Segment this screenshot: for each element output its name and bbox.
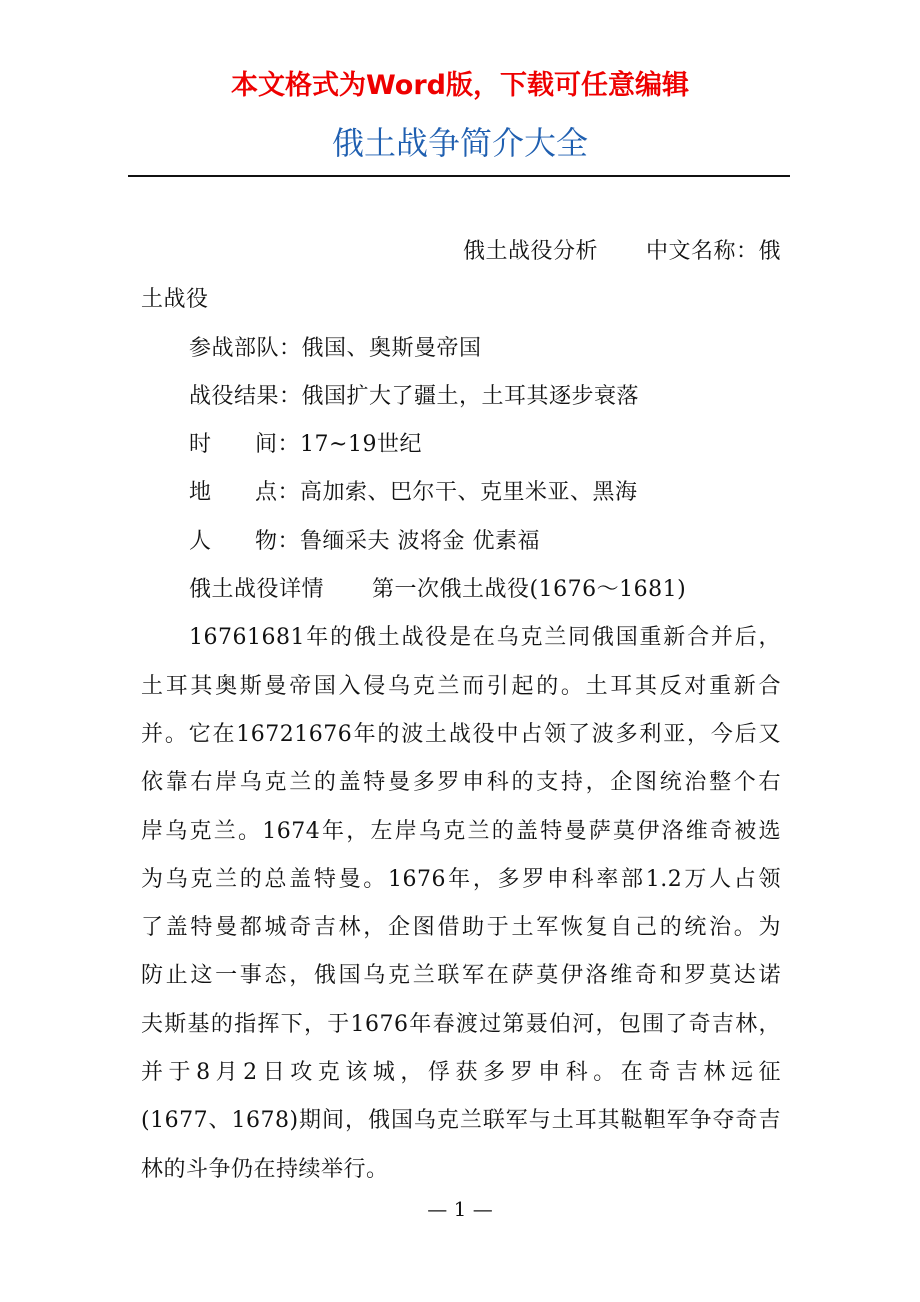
chinese-name-label: 中文名称： [645,239,759,264]
paragraph-line: 岸乌克兰。1674年，左岸乌克兰的盖特曼萨莫伊洛维奇被选 [141,818,781,844]
details-heading: 俄土战役详情 [189,577,325,603]
page-number: — 1 — [427,1197,493,1221]
chinese-name-continuation: 土战役 [141,287,209,313]
paragraph-line: 防止这一事态，俄国乌克兰联军在萨莫伊洛维奇和罗莫达诺 [141,963,781,989]
place-field [141,469,781,517]
place-label-suffix: 点： [255,480,301,506]
details-heading-line [141,566,781,614]
paragraph-line: 16761681年的俄土战役是在乌克兰同俄国重新合并后， [189,625,781,651]
word-format-notice: 本文格式为Word版，下载可任意编辑 [230,70,689,101]
header-divider [128,175,790,177]
people-label-suffix: 物： [255,528,301,554]
first-war-title: 第一次俄土战役(1676～1681) [372,577,687,603]
chinese-name-value-start: 俄 [758,239,781,264]
time-field [141,421,781,469]
people-value: 鲁缅采夫 波将金 优素福 [300,528,541,554]
troops-field: 参战部队：俄国、奥斯曼帝国 [189,335,482,361]
war-paragraph [141,614,781,1194]
people-label: 人 [189,528,212,554]
paragraph-line: (1677、1678)期间，俄国乌克兰联军与土耳其鞑靼军争夺奇吉 [141,1108,781,1134]
paragraph-line: 了盖特曼都城奇吉林，企图借助于土军恢复自己的统治。为 [141,915,781,941]
place-label: 地 [189,480,212,506]
time-label: 时 [189,432,212,458]
time-label-suffix: 间： [255,432,301,458]
intro-line [141,228,781,276]
page-title: 俄土战争简介大全 [331,124,588,162]
paragraph-line: 依靠右岸乌克兰的盖特曼多罗申科的支持，企图统治整个右 [141,770,781,796]
paragraph-line: 为乌克兰的总盖特曼。1676年，多罗申科率部1.2万人占领 [141,866,781,892]
paragraph-line: 并于8月2日攻克该城，俘获多罗申科。在奇吉林远征 [141,1060,781,1086]
analysis-label: 俄土战役分析 [462,239,598,264]
result-field: 战役结果：俄国扩大了疆土，土耳其逐步衰落 [189,383,640,409]
people-field [141,518,781,566]
time-value: 17~19世纪 [300,432,422,458]
paragraph-line: 并。它在16721676年的波土战役中占领了波多利亚，今后又 [141,721,781,747]
paragraph-line: 林的斗争仍在持续举行。 [141,1156,389,1182]
paragraph-line: 土耳其奥斯曼帝国入侵乌克兰而引起的。土耳其反对重新合 [141,673,781,699]
paragraph-line: 夫斯基的指挥下，于1676年春渡过第聂伯河，包围了奇吉林， [141,1011,781,1037]
place-value: 高加索、巴尔干、克里米亚、黑海 [300,480,638,506]
document-body [141,228,781,1194]
